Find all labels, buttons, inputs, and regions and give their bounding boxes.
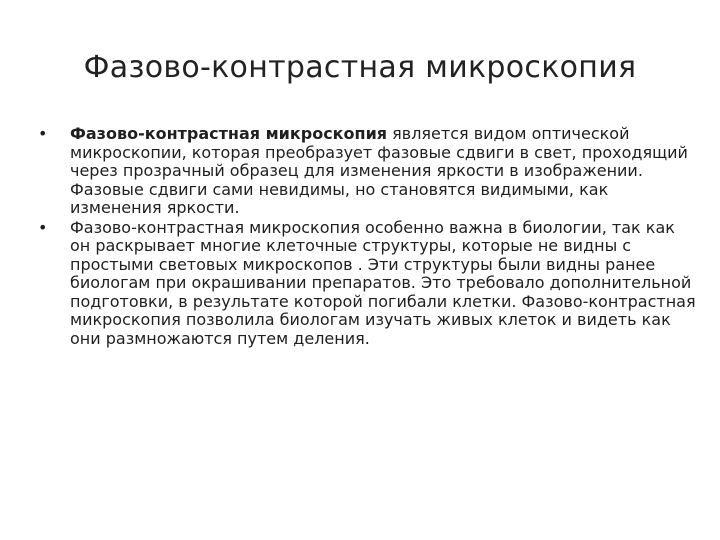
slide-title: Фазово-контрастная микроскопия	[83, 50, 637, 85]
bold-term: Фазово-контрастная микроскопия	[70, 124, 388, 143]
bullet-icon: •	[38, 124, 48, 143]
bullet-item-phase-contrast-definition	[36, 125, 696, 218]
bullet-icon: •	[38, 217, 48, 237]
bullet-text: является видом оптической микроскопии, которая преобразует фазовые сдвиги в свет, проходящий через прозрачный образец для изменения яркости в изображении. Фазовые сдвиги сами невидимы, но становятся видимыми, как изменения яркости.	[70, 124, 688, 217]
bullet-item-biology-importance	[36, 219, 696, 349]
bullet-text: Фазово-контрастная микроскопия особенно важна в биологии, так как он раскрывает многие клеточные структуры, которые не видны с простыми световых микроскопов . Эти структуры были видны ранее биологам при окрашивании препаратов. Это требовало дополнительной подготовки, в результате которой погибали клетки. Фазово-контрастная микроскопия позволила биологам изучать живых клеток и видеть как они размножаются путем деления.	[70, 217, 696, 348]
bullet-list	[36, 125, 696, 349]
